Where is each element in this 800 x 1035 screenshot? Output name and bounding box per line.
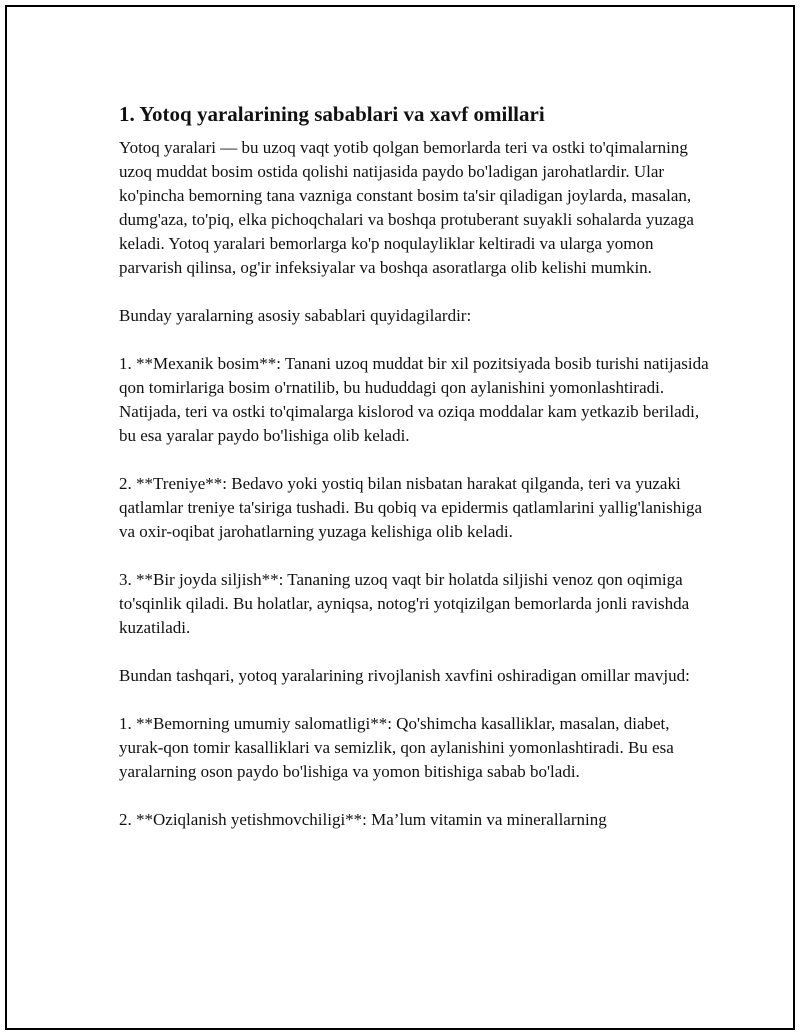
paragraph-risk-general-health: 1. **Bemorning umumiy salomatligi**: Qo'shimcha kasalliklar, masalan, diabet, yurak-qon tomir kasalliklari va semizlik, qon aylanishini yomonlashtiradi. Bu esa yaralarning oson paydo bo'lishiga va yomon bitishiga sabab bo'ladi. xyxy=(119,714,674,781)
paragraph-cause-mechanical-pressure: 1. **Mexanik bosim**: Tanani uzoq muddat bir xil pozitsiyada bosib turishi natijasida qon tomirlariga bosim o'rnatilib, bu hududdagi qon aylanishini yomonlashtiradi. Natijada, teri va ostki to'qimalarga kislorod va oziqa moddalar kam yetkazib beriladi, bu esa yaralar paydo bo'lishiga olib keladi. xyxy=(119,354,709,445)
paragraph-causes-heading: Bunday yaralarning asosiy sabablari quyidagilardir: xyxy=(119,306,472,325)
page-title: 1. Yotoq yaralarining sabablari va xavf omillari xyxy=(119,102,545,126)
document-body xyxy=(119,101,709,856)
paragraph-cause-sliding: 3. **Bir joyda siljish**: Tananing uzoq vaqt bir holatda siljishi venoz qon oqimiga to'sqinlik qiladi. Bu holatlar, ayniqsa, notog'ri yotqizilgan bemorlarda jonli ravishda kuzatiladi. xyxy=(119,570,690,637)
page-frame xyxy=(5,5,795,1030)
paragraph-cause-friction: 2. **Treniye**: Bedavo yoki yostiq bilan nisbatan harakat qilganda, teri va yuzaki qatlamlar treniye ta'siriga tushadi. Bu qobiq va epidermis qatlamlarini yallig'lanishiga va oxir-oqibat jarohatlarning yuzaga kelishiga olib keladi. xyxy=(119,474,703,541)
paragraph-risk-factors-heading: Bundan tashqari, yotoq yaralarining rivojlanish xavfini oshiradigan omillar mavjud: xyxy=(119,666,690,685)
paragraph-risk-malnutrition: 2. **Oziqlanish yetishmovchiligi**: Ma’lum vitamin va minerallarning xyxy=(119,810,607,829)
paragraph-intro: Yotoq yaralari — bu uzoq vaqt yotib qolgan bemorlarda teri va ostki to'qimalarning uzoq muddat bosim ostida qolishi natijasida paydo bo'ladigan jarohatlardir. Ular ko'pincha bemorning tana vazniga constant bosim ta'sir qiladigan joylarda, masalan, dumg'aza, to'piq, elka pichoqchalari va boshqa protuberant suyakli sohalarda yuzaga keladi. Yotoq yaralari bemorlarga ko'p noqulayliklar keltiradi va ularga yomon parvarish qilinsa, og'ir infeksiyalar va boshqa asoratlarga olib kelishi mumkin. xyxy=(119,138,694,277)
